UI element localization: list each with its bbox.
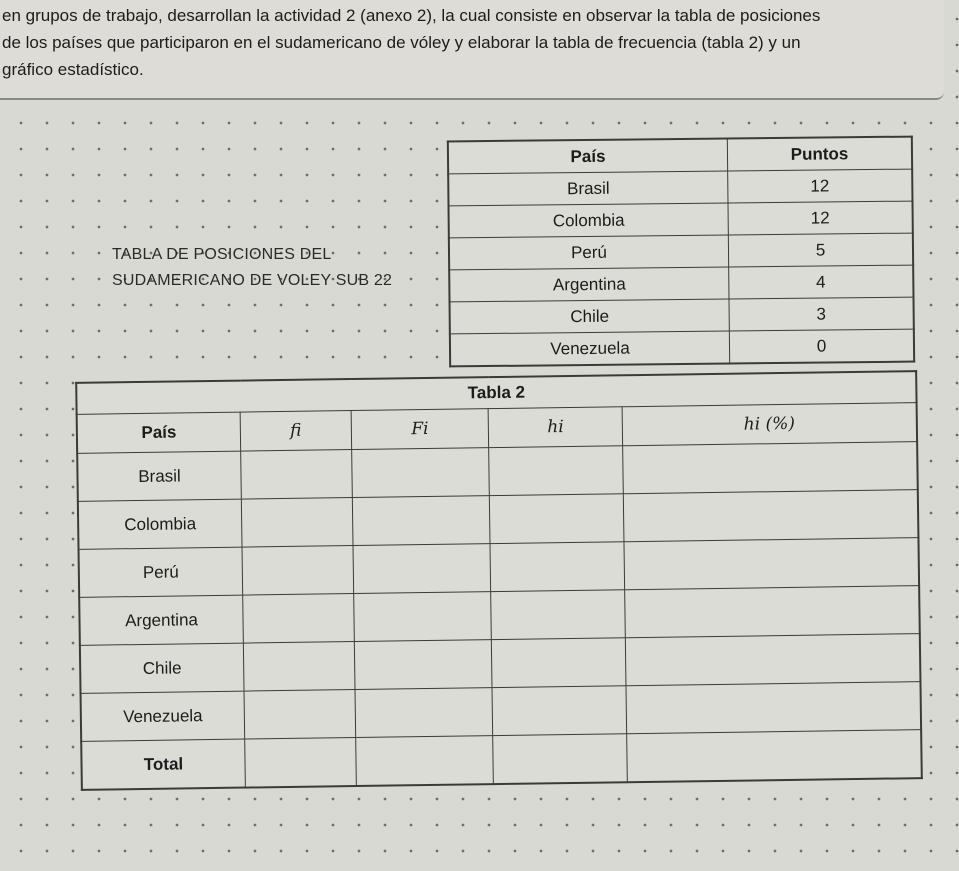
points-cell: 5 [728, 233, 913, 267]
blank-cell[interactable] [353, 592, 491, 642]
blank-cell[interactable] [490, 494, 624, 544]
positions-header-row [448, 137, 912, 174]
country-cell: Argentina [79, 595, 243, 645]
blank-cell[interactable] [355, 736, 493, 786]
table-row [450, 329, 914, 366]
country-cell: Perú [449, 235, 729, 270]
blank-cell[interactable] [244, 690, 355, 740]
blank-cell[interactable] [623, 490, 918, 542]
blank-cell[interactable] [245, 738, 356, 788]
points-cell: 12 [728, 169, 913, 203]
table-row [449, 233, 913, 270]
country-cell: Brasil [77, 451, 241, 501]
blank-cell[interactable] [490, 542, 624, 592]
total-row [81, 730, 922, 790]
blank-cell[interactable] [625, 634, 920, 686]
blank-cell[interactable] [492, 686, 626, 736]
frequency-table-caption: Tabla 2 [76, 371, 916, 414]
country-cell: Venezuela [81, 691, 245, 741]
intro-text [0, 0, 944, 100]
blank-cell[interactable] [623, 442, 918, 494]
country-cell: Chile [80, 643, 244, 693]
blank-cell[interactable] [489, 446, 623, 496]
points-cell: 12 [728, 201, 913, 235]
country-cell: Brasil [448, 171, 728, 206]
blank-cell[interactable] [492, 638, 626, 688]
positions-header-country: País [448, 139, 728, 174]
table-row [448, 169, 912, 206]
blank-cell[interactable] [627, 730, 922, 783]
blank-cell[interactable] [351, 448, 489, 498]
blank-cell[interactable] [493, 734, 627, 784]
frequency-header-hi-percent: hi (%) [622, 403, 917, 446]
blank-cell[interactable] [241, 498, 352, 548]
frequency-header-Fi: Fi [351, 409, 489, 450]
intro-line-2: de los países que participaron en el sudamericano de vóley y elaborar la tabla de frecuencia (tabla 2) y un [2, 33, 801, 52]
points-cell: 0 [729, 329, 914, 363]
frequency-header-fi: fi [240, 411, 351, 452]
side-title [112, 242, 412, 294]
blank-cell[interactable] [625, 586, 920, 638]
country-cell: Perú [79, 547, 243, 597]
frequency-header-country: País [77, 412, 241, 453]
blank-cell[interactable] [491, 590, 625, 640]
blank-cell[interactable] [354, 640, 492, 690]
blank-cell[interactable] [624, 538, 919, 590]
blank-cell[interactable] [243, 642, 354, 692]
table-row [450, 297, 914, 334]
country-cell: Colombia [78, 499, 242, 549]
blank-cell[interactable] [355, 688, 493, 738]
blank-cell[interactable] [243, 594, 354, 644]
table-row [449, 201, 913, 238]
positions-header-points: Puntos [727, 137, 912, 171]
blank-cell[interactable] [353, 544, 491, 594]
points-cell: 4 [729, 265, 914, 299]
frequency-table [75, 370, 923, 791]
frequency-header-hi: hi [488, 407, 622, 448]
blank-cell[interactable] [241, 450, 352, 500]
blank-cell[interactable] [242, 546, 353, 596]
intro-line-3: gráfico estadístico. [2, 60, 144, 79]
total-label: Total [81, 739, 245, 790]
country-cell: Chile [450, 299, 730, 334]
side-title-line-1: TABLA DE POSICIONES DEL [112, 246, 332, 263]
positions-table [447, 136, 915, 368]
side-title-line-2: SUDAMERICANO DE VOLEY SUB 22 [112, 272, 393, 289]
intro-line-1: en grupos de trabajo, desarrollan la actividad 2 (anexo 2), la cual consiste en observar la tabla de posiciones [2, 6, 821, 25]
blank-cell[interactable] [626, 682, 921, 734]
blank-cell[interactable] [352, 496, 490, 546]
country-cell: Venezuela [450, 331, 730, 366]
country-cell: Colombia [449, 203, 729, 238]
country-cell: Argentina [449, 267, 729, 302]
points-cell: 3 [729, 297, 914, 331]
table-row [449, 265, 913, 302]
